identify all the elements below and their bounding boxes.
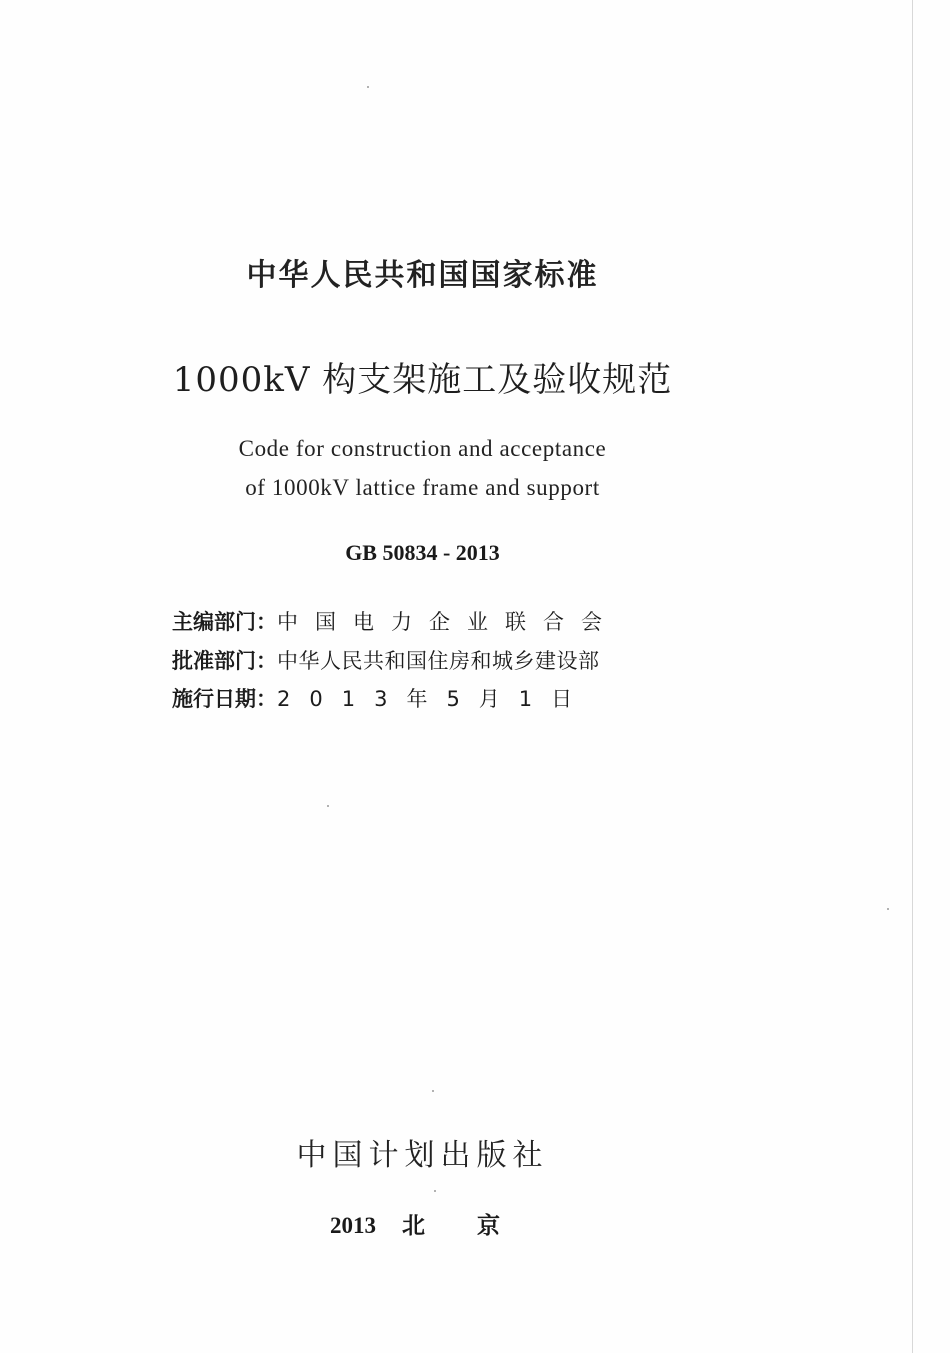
editor-label: 主编部门： (172, 610, 277, 634)
effective-date-value: 2013年5月1日 (277, 687, 592, 711)
publication-city: 北京 (402, 1213, 552, 1239)
national-standard-label: 中华人民共和国国家标准 (246, 258, 599, 293)
scan-speck (327, 805, 329, 807)
effective-date-row (172, 683, 591, 713)
publication-year: 2013 (330, 1213, 376, 1238)
scan-speck (367, 86, 369, 88)
editor-row (172, 606, 619, 636)
editor-value: 中国电力企业联合会 (277, 610, 619, 634)
publication-line (330, 1207, 552, 1240)
scan-speck (434, 1190, 436, 1192)
title-chinese: 1000kV 构支架施工及验收规范 (172, 360, 673, 400)
title-english-line-2: of 1000kV lattice frame and support (245, 475, 600, 500)
approver-value: 中华人民共和国住房和城乡建设部 (277, 649, 600, 673)
scan-speck (887, 908, 889, 910)
publisher-name: 中国计划出版社 (296, 1138, 549, 1173)
scan-edge-line (912, 0, 913, 1353)
title-english-line-1: Code for construction and acceptance (238, 436, 607, 461)
approver-label: 批准部门： (172, 649, 277, 673)
effective-date-label: 施行日期： (172, 687, 277, 711)
standard-code: GB 50834 - 2013 (345, 540, 500, 565)
scan-speck (432, 1090, 434, 1092)
approver-row (172, 645, 600, 675)
